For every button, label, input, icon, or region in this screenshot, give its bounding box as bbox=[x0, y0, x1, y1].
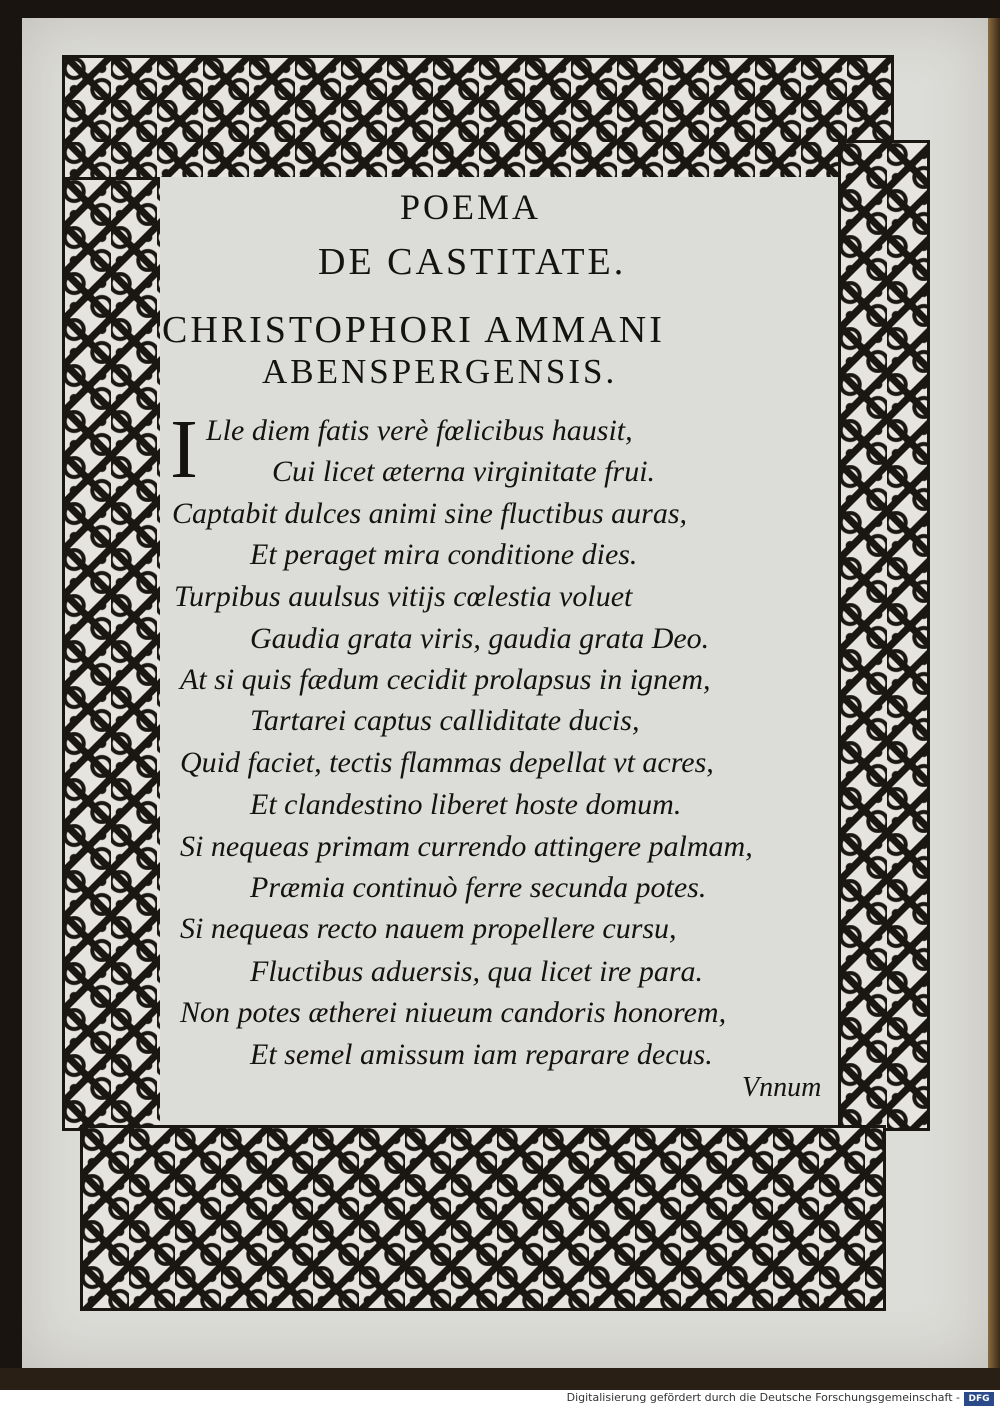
title-line-2: DE CASTITATE. bbox=[318, 241, 627, 283]
poem-line-1: Lle diem fatis verè fœlicibus hausit, bbox=[206, 414, 633, 447]
poem-line: Fluctibus aduersis, qua licet ire para. bbox=[250, 955, 704, 988]
poem-line: Et semel amissum iam reparare decus. bbox=[250, 1038, 713, 1071]
ornamental-border-right bbox=[838, 140, 930, 1131]
ornamental-border-left bbox=[62, 177, 166, 1131]
catchword: Vnnum bbox=[742, 1072, 822, 1103]
poem-line: At si quis fædum cecidit prolapsus in ignem, bbox=[180, 663, 711, 696]
poem-line: Turpibus auulsus vitijs cœlestia voluet bbox=[174, 580, 633, 613]
poem-line: Et clandestino liberet hoste domum. bbox=[250, 788, 682, 821]
poem-line: Tartarei captus calliditate ducis, bbox=[250, 704, 640, 737]
poem-line: Gaudia grata viris, gaudia grata Deo. bbox=[250, 622, 710, 655]
poem-line: Et peraget mira conditione dies. bbox=[250, 538, 638, 571]
drop-cap: I bbox=[170, 403, 198, 496]
funding-credit: Digitalisierung gefördert durch die Deutsche Forschungsgemeinschaft - bbox=[566, 1391, 960, 1404]
ornamental-border-bottom bbox=[80, 1125, 886, 1311]
poem-line: Præmia continuò ferre secunda potes. bbox=[250, 871, 707, 904]
poem-line: Si nequeas primam currendo attingere palmam, bbox=[180, 830, 753, 863]
scan-bottom-edge bbox=[0, 1368, 1000, 1390]
poem-line: Captabit dulces animi sine fluctibus auras, bbox=[172, 497, 687, 530]
poem-line: Cui licet æterna virginitate frui. bbox=[272, 455, 656, 488]
dfg-logo-icon: DFG bbox=[964, 1392, 994, 1406]
title-line-1: POEMA bbox=[400, 187, 542, 227]
author-line: CHRISTOPHORI AMMANI bbox=[162, 309, 665, 351]
poem-line: Si nequeas recto nauem propellere cursu, bbox=[180, 912, 677, 945]
origin-line: ABENSPERGENSIS. bbox=[262, 352, 618, 391]
poem-line: Non potes ætherei niueum candoris honorem, bbox=[180, 996, 727, 1029]
ornamental-border-top bbox=[62, 55, 894, 183]
poem-line: Quid faciet, tectis flammas depellat vt acres, bbox=[180, 746, 714, 779]
page-edge bbox=[988, 18, 1000, 1368]
